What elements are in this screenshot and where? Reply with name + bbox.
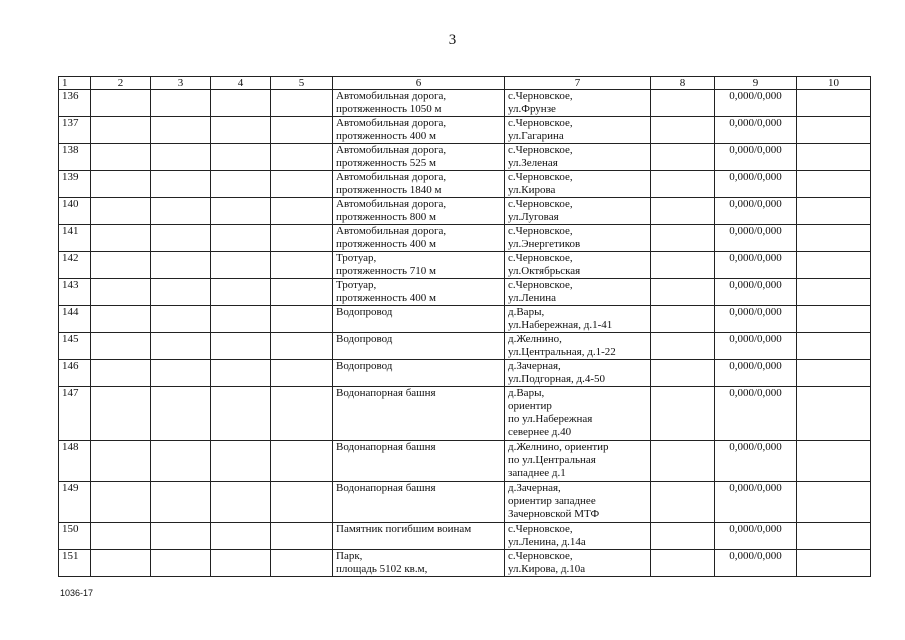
empty-cell <box>797 117 871 144</box>
empty-cell <box>651 360 715 387</box>
empty-cell <box>151 171 211 198</box>
empty-cell <box>797 482 871 523</box>
object-name-cell: Памятник погибшим воинам <box>333 523 505 550</box>
object-name-cell: Водонапорная башня <box>333 482 505 523</box>
empty-cell <box>651 279 715 306</box>
empty-cell <box>91 523 151 550</box>
empty-cell <box>91 333 151 360</box>
address-cell: д.Вары, ул.Набережная, д.1-41 <box>505 306 651 333</box>
empty-cell <box>211 198 271 225</box>
column-header: 2 <box>91 77 151 90</box>
address-cell: с.Черновское, ул.Луговая <box>505 198 651 225</box>
empty-cell <box>651 198 715 225</box>
footer-code: 1036-17 <box>60 588 94 598</box>
column-header: 5 <box>271 77 333 90</box>
empty-cell <box>271 117 333 144</box>
empty-cell <box>211 252 271 279</box>
empty-cell <box>271 360 333 387</box>
row-number-cell: 150 <box>59 523 91 550</box>
empty-cell <box>211 387 271 441</box>
row-number-cell: 148 <box>59 441 91 482</box>
empty-cell <box>91 441 151 482</box>
empty-cell <box>271 279 333 306</box>
object-name-cell: Автомобильная дорога, протяженность 1840 м <box>333 171 505 198</box>
column-header: 7 <box>505 77 651 90</box>
value-cell: 0,000/0,000 <box>715 90 797 117</box>
empty-cell <box>91 482 151 523</box>
empty-cell <box>91 252 151 279</box>
table-row <box>59 90 871 117</box>
empty-cell <box>151 387 211 441</box>
address-cell: с.Черновское, ул.Энергетиков <box>505 225 651 252</box>
empty-cell <box>271 306 333 333</box>
empty-cell <box>91 90 151 117</box>
row-number-cell: 145 <box>59 333 91 360</box>
empty-cell <box>651 144 715 171</box>
value-cell: 0,000/0,000 <box>715 306 797 333</box>
empty-cell <box>271 144 333 171</box>
empty-cell <box>91 387 151 441</box>
value-cell: 0,000/0,000 <box>715 387 797 441</box>
empty-cell <box>797 333 871 360</box>
empty-cell <box>211 117 271 144</box>
address-cell: с.Черновское, ул.Ленина, д.14а <box>505 523 651 550</box>
empty-cell <box>651 90 715 117</box>
table-row <box>59 198 871 225</box>
column-header: 3 <box>151 77 211 90</box>
empty-cell <box>651 441 715 482</box>
empty-cell <box>271 225 333 252</box>
address-cell: д.Зачерная, ориентир западнее Зачерновской МТФ <box>505 482 651 523</box>
value-cell: 0,000/0,000 <box>715 441 797 482</box>
empty-cell <box>271 482 333 523</box>
register-table <box>58 76 871 577</box>
empty-cell <box>271 441 333 482</box>
page-number: 3 <box>448 32 457 48</box>
empty-cell <box>271 198 333 225</box>
empty-cell <box>211 171 271 198</box>
empty-cell <box>211 279 271 306</box>
empty-cell <box>271 171 333 198</box>
row-number-cell: 140 <box>59 198 91 225</box>
empty-cell <box>91 144 151 171</box>
empty-cell <box>797 306 871 333</box>
empty-cell <box>91 279 151 306</box>
object-name-cell: Водопровод <box>333 360 505 387</box>
object-name-cell: Парк, площадь 5102 кв.м, <box>333 550 505 577</box>
row-number-cell: 149 <box>59 482 91 523</box>
value-cell: 0,000/0,000 <box>715 252 797 279</box>
empty-cell <box>797 441 871 482</box>
column-header: 4 <box>211 77 271 90</box>
row-number-cell: 138 <box>59 144 91 171</box>
column-header: 9 <box>715 77 797 90</box>
value-cell: 0,000/0,000 <box>715 482 797 523</box>
empty-cell <box>651 306 715 333</box>
empty-cell <box>797 225 871 252</box>
empty-cell <box>797 90 871 117</box>
empty-cell <box>651 225 715 252</box>
row-number-cell: 146 <box>59 360 91 387</box>
address-cell: с.Черновское, ул.Зеленая <box>505 144 651 171</box>
empty-cell <box>797 252 871 279</box>
row-number-cell: 144 <box>59 306 91 333</box>
empty-cell <box>271 387 333 441</box>
empty-cell <box>651 387 715 441</box>
column-header: 10 <box>797 77 871 90</box>
address-cell: с.Черновское, ул.Октябрьская <box>505 252 651 279</box>
empty-cell <box>797 387 871 441</box>
address-cell: д.Вары, ориентир по ул.Набережная севернее д.40 <box>505 387 651 441</box>
row-number-cell: 143 <box>59 279 91 306</box>
value-cell: 0,000/0,000 <box>715 360 797 387</box>
empty-cell <box>797 171 871 198</box>
empty-cell <box>211 144 271 171</box>
table-row <box>59 117 871 144</box>
empty-cell <box>151 482 211 523</box>
empty-cell <box>797 550 871 577</box>
empty-cell <box>797 360 871 387</box>
row-number-cell: 142 <box>59 252 91 279</box>
empty-cell <box>91 225 151 252</box>
row-number-cell: 141 <box>59 225 91 252</box>
empty-cell <box>151 279 211 306</box>
empty-cell <box>151 225 211 252</box>
empty-cell <box>651 523 715 550</box>
value-cell: 0,000/0,000 <box>715 523 797 550</box>
empty-cell <box>91 171 151 198</box>
empty-cell <box>211 225 271 252</box>
object-name-cell: Автомобильная дорога, протяженность 800 м <box>333 198 505 225</box>
empty-cell <box>151 144 211 171</box>
value-cell: 0,000/0,000 <box>715 198 797 225</box>
table-row <box>59 387 871 441</box>
empty-cell <box>211 441 271 482</box>
empty-cell <box>651 117 715 144</box>
empty-cell <box>91 306 151 333</box>
empty-cell <box>151 333 211 360</box>
header-row <box>59 77 871 90</box>
empty-cell <box>91 117 151 144</box>
empty-cell <box>797 144 871 171</box>
empty-cell <box>91 198 151 225</box>
empty-cell <box>151 550 211 577</box>
empty-cell <box>797 523 871 550</box>
empty-cell <box>151 441 211 482</box>
empty-cell <box>651 482 715 523</box>
value-cell: 0,000/0,000 <box>715 117 797 144</box>
empty-cell <box>651 171 715 198</box>
address-cell: д.Зачерная, ул.Подгорная, д.4-50 <box>505 360 651 387</box>
row-number-cell: 151 <box>59 550 91 577</box>
empty-cell <box>91 550 151 577</box>
table-row <box>59 225 871 252</box>
empty-cell <box>271 550 333 577</box>
table-row <box>59 360 871 387</box>
value-cell: 0,000/0,000 <box>715 171 797 198</box>
table-row <box>59 144 871 171</box>
row-number-cell: 139 <box>59 171 91 198</box>
object-name-cell: Водопровод <box>333 333 505 360</box>
empty-cell <box>151 198 211 225</box>
empty-cell <box>271 333 333 360</box>
empty-cell <box>271 252 333 279</box>
object-name-cell: Водопровод <box>333 306 505 333</box>
empty-cell <box>151 252 211 279</box>
empty-cell <box>211 523 271 550</box>
empty-cell <box>211 306 271 333</box>
empty-cell <box>151 360 211 387</box>
value-cell: 0,000/0,000 <box>715 550 797 577</box>
empty-cell <box>211 360 271 387</box>
table-body <box>59 90 871 577</box>
object-name-cell: Водонапорная башня <box>333 387 505 441</box>
empty-cell <box>797 198 871 225</box>
table-row <box>59 523 871 550</box>
table-row <box>59 550 871 577</box>
empty-cell <box>211 482 271 523</box>
object-name-cell: Автомобильная дорога, протяженность 525 м <box>333 144 505 171</box>
row-number-cell: 136 <box>59 90 91 117</box>
address-cell: д.Желнино, ориентир по ул.Центральная западнее д.1 <box>505 441 651 482</box>
empty-cell <box>151 523 211 550</box>
empty-cell <box>211 550 271 577</box>
table-row <box>59 252 871 279</box>
table-row <box>59 279 871 306</box>
address-cell: д.Желнино, ул.Центральная, д.1-22 <box>505 333 651 360</box>
object-name-cell: Автомобильная дорога, протяженность 400 м <box>333 117 505 144</box>
object-name-cell: Тротуар, протяженность 710 м <box>333 252 505 279</box>
empty-cell <box>211 333 271 360</box>
table-header <box>59 77 871 90</box>
empty-cell <box>211 90 271 117</box>
empty-cell <box>651 333 715 360</box>
empty-cell <box>91 360 151 387</box>
address-cell: с.Черновское, ул.Ленина <box>505 279 651 306</box>
table-row <box>59 441 871 482</box>
row-number-cell: 137 <box>59 117 91 144</box>
empty-cell <box>797 279 871 306</box>
value-cell: 0,000/0,000 <box>715 279 797 306</box>
address-cell: с.Черновское, ул.Кирова <box>505 171 651 198</box>
value-cell: 0,000/0,000 <box>715 225 797 252</box>
object-name-cell: Автомобильная дорога, протяженность 400 м <box>333 225 505 252</box>
table-row <box>59 482 871 523</box>
value-cell: 0,000/0,000 <box>715 144 797 171</box>
column-header: 1 <box>59 77 91 90</box>
object-name-cell: Тротуар, протяженность 400 м <box>333 279 505 306</box>
object-name-cell: Водонапорная башня <box>333 441 505 482</box>
table-row <box>59 333 871 360</box>
row-number-cell: 147 <box>59 387 91 441</box>
empty-cell <box>651 550 715 577</box>
object-name-cell: Автомобильная дорога, протяженность 1050 м <box>333 90 505 117</box>
empty-cell <box>151 306 211 333</box>
address-cell: с.Черновское, ул.Фрунзе <box>505 90 651 117</box>
address-cell: с.Черновское, ул.Кирова, д.10а <box>505 550 651 577</box>
empty-cell <box>651 252 715 279</box>
value-cell: 0,000/0,000 <box>715 333 797 360</box>
empty-cell <box>271 90 333 117</box>
column-header: 6 <box>333 77 505 90</box>
address-cell: с.Черновское, ул.Гагарина <box>505 117 651 144</box>
empty-cell <box>151 90 211 117</box>
table-row <box>59 306 871 333</box>
table-row <box>59 171 871 198</box>
column-header: 8 <box>651 77 715 90</box>
empty-cell <box>151 117 211 144</box>
empty-cell <box>271 523 333 550</box>
